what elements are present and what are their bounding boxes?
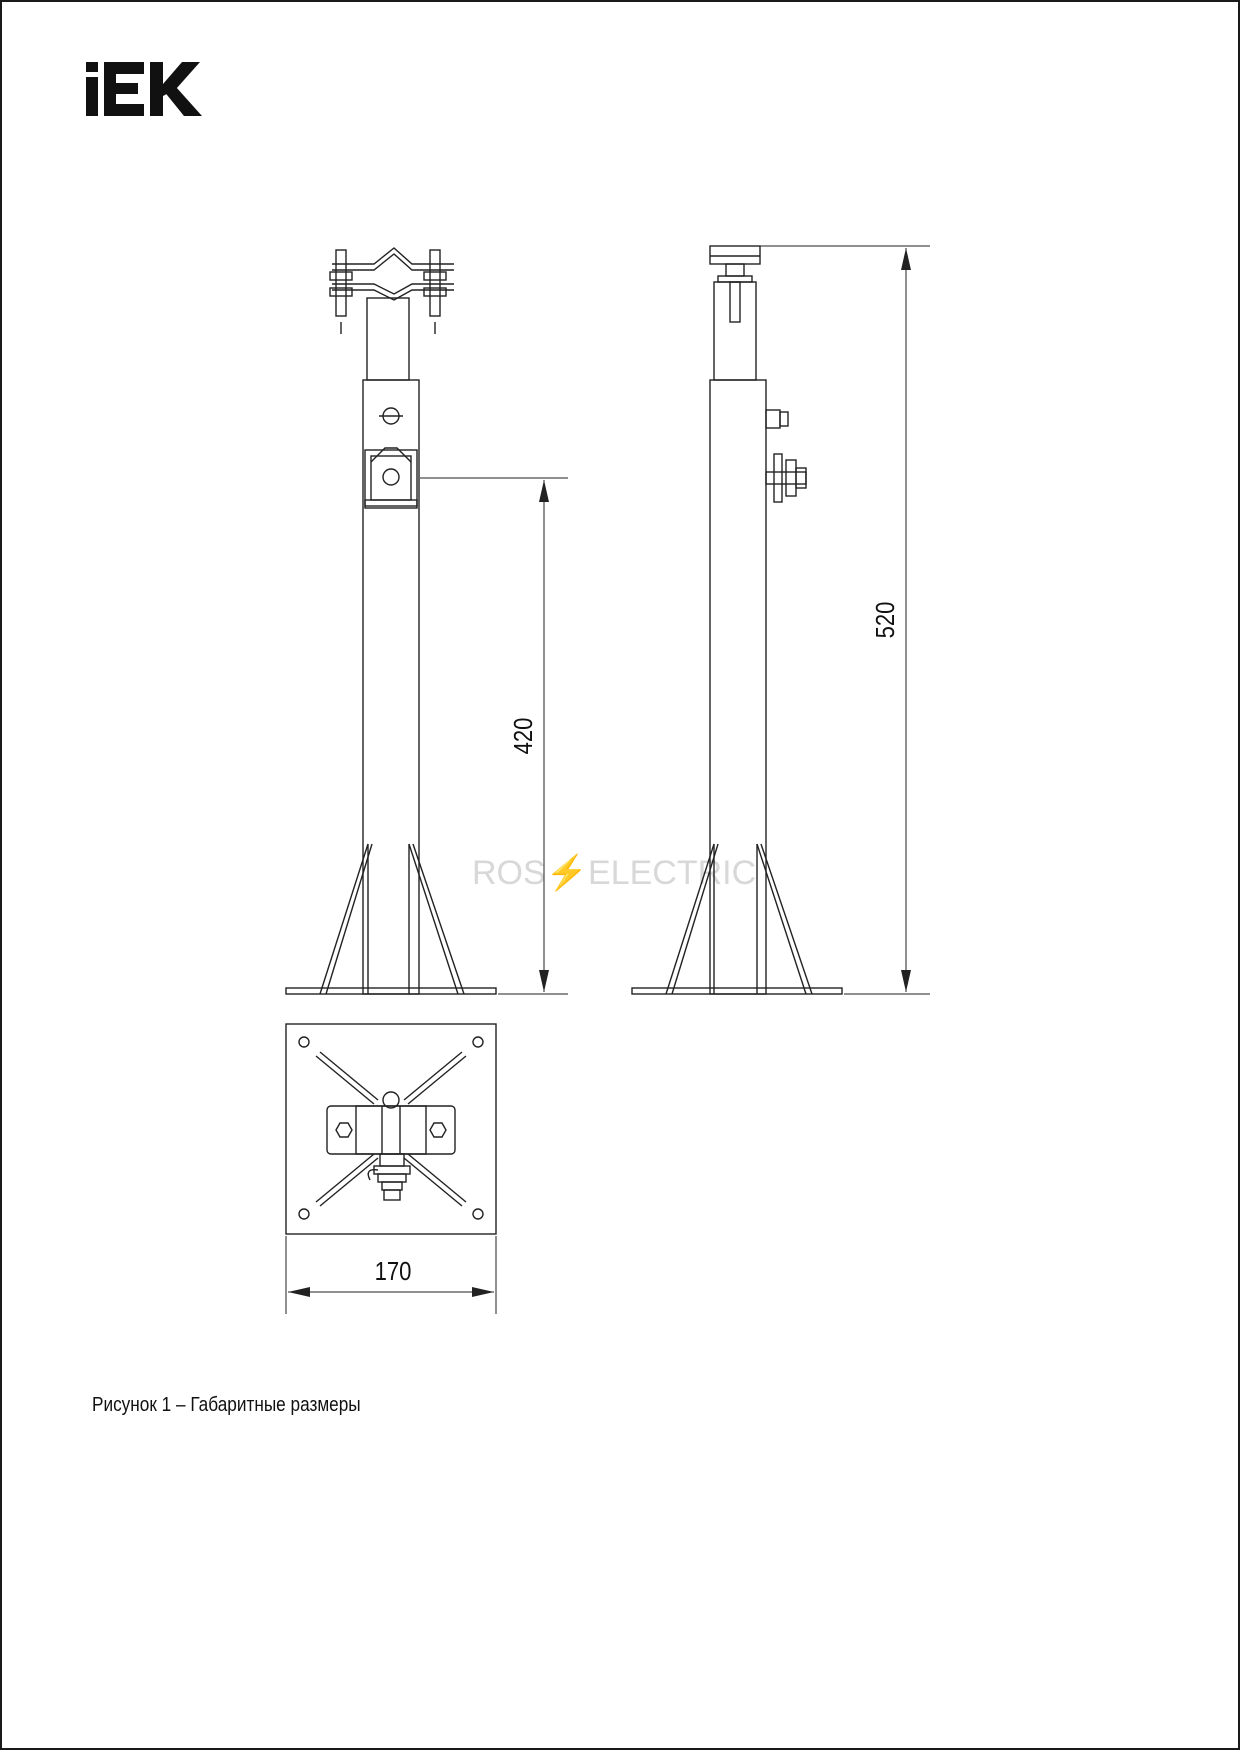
dimension-420 — [420, 478, 568, 994]
technical-drawing — [2, 2, 1240, 1752]
dimension-520 — [760, 246, 930, 994]
front-view — [286, 248, 496, 994]
dimension-170 — [286, 1236, 496, 1314]
top-view — [286, 1024, 496, 1234]
watermark-text: ROS⚡ELECTRIC — [472, 854, 757, 892]
dimension-520-label: 520 — [871, 601, 901, 639]
figure-caption: Рисунок 1 – Габаритные размеры — [92, 1394, 361, 1416]
dimension-170-label: 170 — [374, 1257, 412, 1287]
dimension-420-label: 420 — [509, 717, 539, 755]
